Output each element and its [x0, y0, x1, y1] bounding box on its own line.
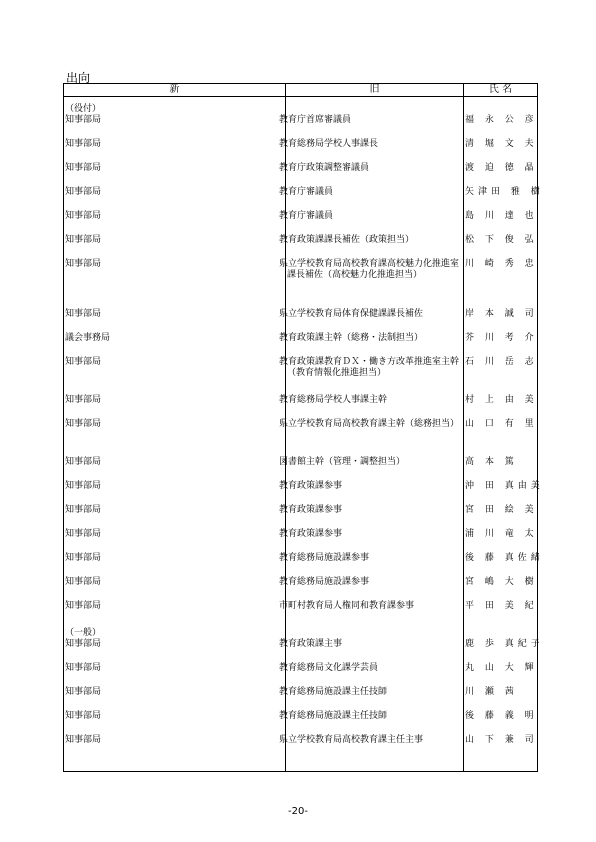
group-label: （役付） — [64, 97, 286, 116]
new-assignment: 知事部局 — [64, 735, 286, 771]
page-number: -20- — [288, 806, 308, 817]
previous-post: 市町村教育局人権同和教育課参事 — [286, 601, 464, 625]
previous-post: 教育政策課参事 — [286, 481, 464, 505]
table-row — [64, 357, 538, 395]
new-assignment: 知事部局 — [64, 481, 286, 505]
new-assignment: 知事部局 — [64, 139, 286, 163]
employee-name: 浦 川 竜 太 — [464, 529, 538, 553]
employee-name: 山 口 有 里 — [464, 419, 538, 457]
header-name: 氏 名 — [464, 84, 538, 97]
previous-post: 教育総務局施設課参事 — [286, 577, 464, 601]
previous-post: 県立学校教育局体育保健課課長補佐 — [286, 309, 464, 333]
new-assignment: 知事部局 — [64, 357, 286, 395]
table-row — [64, 687, 538, 711]
table-header-row — [64, 84, 538, 97]
previous-post: 教育政策課主事 — [286, 639, 464, 663]
table-row — [64, 419, 538, 457]
employee-name: 後 藤 義 明 — [464, 711, 538, 735]
new-assignment: 知事部局 — [64, 163, 286, 187]
new-assignment: 知事部局 — [64, 687, 286, 711]
previous-post: 図書館主幹（管理・調整担当） — [286, 457, 464, 481]
new-assignment: 知事部局 — [64, 711, 286, 735]
new-assignment: 知事部局 — [64, 457, 286, 481]
new-assignment: 知事部局 — [64, 309, 286, 333]
previous-post: 教育総務局施設課主任技師 — [286, 711, 464, 735]
header-new: 新 — [64, 84, 286, 97]
previous-post: 教育政策課主幹（総務・法制担当） — [286, 333, 464, 357]
new-assignment: 知事部局 — [64, 395, 286, 419]
table-row — [64, 211, 538, 235]
employee-name: 村 上 由 美 — [464, 395, 538, 419]
employee-name: 高 本 篤 — [464, 457, 538, 481]
employee-name: 渡 迫 徳 晶 — [464, 163, 538, 187]
previous-post: 教育庁審議員 — [286, 211, 464, 235]
personnel-table — [63, 83, 544, 772]
employee-name: 沖 田 真由美 — [464, 481, 538, 505]
new-assignment: 知事部局 — [64, 601, 286, 625]
table-row — [64, 187, 538, 211]
employee-name: 宮 嶋 大 樹 — [464, 577, 538, 601]
table-row — [64, 735, 538, 771]
employee-name: 松 下 俊 弘 — [464, 235, 538, 259]
table-body — [64, 97, 544, 772]
previous-post: 教育政策課教育ＤＸ・働き方改革推進室主幹（教育情報化推進担当） — [286, 357, 464, 395]
previous-post: 教育政策課参事 — [286, 529, 464, 553]
previous-post: 教育政策課参事 — [286, 505, 464, 529]
previous-post: 県立学校教育局高校教育課高校魅力化推進室課長補佐（高校魅力化推進担当） — [286, 259, 464, 309]
employee-name: 川 崎 秀 忠 — [464, 259, 538, 309]
previous-post: 教育庁首席審議員 — [286, 115, 464, 139]
employee-name: 山 下 兼 司 — [464, 735, 538, 771]
table-row — [64, 457, 538, 481]
table-row — [64, 505, 538, 529]
new-assignment: 知事部局 — [64, 115, 286, 139]
table-row — [64, 115, 538, 139]
section-title: 出向 — [66, 71, 91, 85]
group-label-spacer — [286, 97, 464, 116]
new-assignment: 知事部局 — [64, 553, 286, 577]
previous-post: 教育総務局学校人事課長 — [286, 139, 464, 163]
new-assignment: 知事部局 — [64, 639, 286, 663]
table-row — [64, 309, 538, 333]
new-assignment: 知事部局 — [64, 419, 286, 457]
previous-post: 教育政策課課長補佐（政策担当） — [286, 235, 464, 259]
group-label-spacer — [464, 625, 538, 639]
employee-name: 福 永 公 彦 — [464, 115, 538, 139]
group-label-row — [64, 97, 538, 116]
table-row — [64, 639, 538, 663]
table-row — [64, 395, 538, 419]
previous-post: 県立学校教育局高校教育課主任主事 — [286, 735, 464, 771]
group-label-row — [64, 625, 538, 639]
employee-name: 清 堀 文 夫 — [464, 139, 538, 163]
employee-name: 芥 川 考 介 — [464, 333, 538, 357]
new-assignment: 知事部局 — [64, 211, 286, 235]
employee-name: 鹿 歩 真紀子 — [464, 639, 538, 663]
table-row — [64, 663, 538, 687]
group-label: （一般） — [64, 625, 286, 639]
new-assignment: 知事部局 — [64, 187, 286, 211]
table-row — [64, 259, 538, 309]
table-row — [64, 577, 538, 601]
employee-name: 石 川 岳 志 — [464, 357, 538, 395]
table-row — [64, 139, 538, 163]
table-row — [64, 711, 538, 735]
employee-name: 丸 山 大 輝 — [464, 663, 538, 687]
employee-name: 川 瀬 茜 — [464, 687, 538, 711]
previous-post: 教育総務局学校人事課主幹 — [286, 395, 464, 419]
header-old: 旧 — [286, 84, 464, 97]
new-assignment: 知事部局 — [64, 505, 286, 529]
new-assignment: 知事部局 — [64, 663, 286, 687]
table-row — [64, 481, 538, 505]
group-label-spacer — [464, 97, 538, 116]
employee-name: 後 藤 真佐緒 — [464, 553, 538, 577]
new-assignment: 知事部局 — [64, 529, 286, 553]
previous-post: 教育庁審議員 — [286, 187, 464, 211]
previous-post: 教育総務局施設課主任技師 — [286, 687, 464, 711]
new-assignment: 議会事務局 — [64, 333, 286, 357]
table-row — [64, 529, 538, 553]
employee-name: 宮 田 絵 美 — [464, 505, 538, 529]
table-row — [64, 553, 538, 577]
employee-name: 平 田 美 紀 — [464, 601, 538, 625]
table-row — [64, 333, 538, 357]
table-row — [64, 163, 538, 187]
previous-post: 教育総務局文化課学芸員 — [286, 663, 464, 687]
new-assignment: 知事部局 — [64, 259, 286, 309]
employee-name: 岸 本 誠 司 — [464, 309, 538, 333]
previous-post: 県立学校教育局高校教育課主幹（総務担当） — [286, 419, 464, 457]
new-assignment: 知事部局 — [64, 235, 286, 259]
new-assignment: 知事部局 — [64, 577, 286, 601]
previous-post: 教育庁政策調整審議員 — [286, 163, 464, 187]
group-label-spacer — [286, 625, 464, 639]
previous-post: 教育総務局施設課参事 — [286, 553, 464, 577]
table-row — [64, 601, 538, 625]
table-row — [64, 235, 538, 259]
employee-name: 島 川 達 也 — [464, 211, 538, 235]
employee-name: 矢津田 雅 樹 — [464, 187, 538, 211]
